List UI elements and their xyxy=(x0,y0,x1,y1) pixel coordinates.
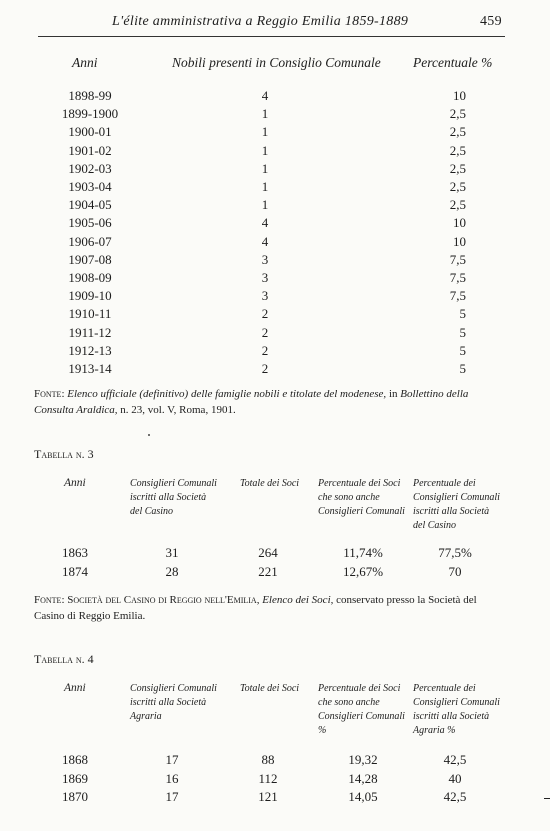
table3-header-perc-consiglieri: Percentuale dei Consiglieri Comunali iscritti alla Società del Casino xyxy=(413,478,500,531)
table1-percent-cell: 10 xyxy=(453,215,466,231)
table1-nobili-cell: 1 xyxy=(261,160,269,176)
source-society: Società del Casino di Reggio nell'Emilia, xyxy=(67,594,260,606)
table1-percent-cell: 10 xyxy=(453,233,466,249)
table1-percent-cell: 5 xyxy=(459,306,466,322)
table4-perc-soci-cell: 14,28 xyxy=(348,770,378,786)
table4-perc-consiglieri-cell: 42,5 xyxy=(443,789,467,804)
table1-nobili-cell: 1 xyxy=(261,142,269,158)
table1-percent-cell: 2,5 xyxy=(449,160,466,176)
table1-nobili-cell: 4 xyxy=(261,233,269,249)
table1-year-cell: 1904-05 xyxy=(68,197,112,213)
table1-year-cell: 1909-10 xyxy=(68,288,112,304)
table4-year-cell: 1868 xyxy=(62,752,88,767)
running-header-title: L'élite amministrativa a Reggio Emilia 1859-1889 xyxy=(112,14,409,29)
table4-header-anni: Anni xyxy=(64,682,86,694)
source-label: Fonte: xyxy=(34,594,65,606)
table1-nobili-cell: 1 xyxy=(261,106,269,122)
table1-year-cell: 1903-04 xyxy=(68,179,112,194)
table1-nobili-cell: 4 xyxy=(261,215,269,231)
table4-totale-cell: 112 xyxy=(258,770,278,786)
source-elenco: Elenco dei Soci, xyxy=(262,594,334,606)
table4-year-cell: 1870 xyxy=(62,789,88,804)
source-ref: n. 23, vol. V, Roma, 1901. xyxy=(120,404,236,416)
source-title: Elenco ufficiale (definitivo) delle famiglie nobili e titolate del modenese, xyxy=(67,388,387,400)
table1-header-percentuale: Percentuale % xyxy=(413,55,493,70)
table4-perc-soci-cell: 14,05 xyxy=(348,789,378,804)
table1-year-cell: 1912-13 xyxy=(68,342,112,358)
table1-percent-cell: 2,5 xyxy=(449,106,466,122)
table1-percent-cell: 7,5 xyxy=(449,270,466,285)
table3-totale-cell: 264 xyxy=(258,545,278,560)
table1-nobili-cell: 2 xyxy=(261,324,269,340)
table1-year-cell: 1900-01 xyxy=(68,124,112,140)
table3-header-anni: Anni xyxy=(64,477,86,489)
table1-year-cell: 1899-1900 xyxy=(61,106,119,122)
table1-nobili-cell: 4 xyxy=(261,88,269,103)
table4-consiglieri-cell: 17 xyxy=(165,752,179,767)
table1-percent-cell: 5 xyxy=(459,324,466,340)
table3-consiglieri-cell: 31 xyxy=(165,545,179,560)
table3-header-consiglieri: Consiglieri Comunali iscritti alla Società del Casino xyxy=(130,478,217,517)
page-number: 459 xyxy=(480,14,502,29)
table1-year-cell: 1911-12 xyxy=(68,324,112,340)
table1-percent-cell: 2,5 xyxy=(449,142,466,158)
page-edge-mark xyxy=(544,798,550,799)
table3-perc-consiglieri-cell: 77,5% xyxy=(438,545,472,560)
table1-nobili-cell: 1 xyxy=(261,124,269,140)
table4-year-cell: 1869 xyxy=(62,770,88,786)
table1-year-cell: 1913-14 xyxy=(68,361,112,376)
table1-year-cell: 1901-02 xyxy=(68,142,112,158)
table4-perc-consiglieri-cell: 40 xyxy=(448,770,462,786)
table3-perc-soci-cell: 12,67% xyxy=(342,564,384,579)
table4-header-consiglieri: Consiglieri Comunali iscritti alla Società Agraria xyxy=(130,683,217,722)
stray-dot xyxy=(148,434,150,436)
table1-nobili-cell: 3 xyxy=(261,288,269,304)
table1-nobili-cell: 3 xyxy=(261,251,269,267)
table1-nobili-cell: 2 xyxy=(261,342,269,358)
table1-nobili-cell: 1 xyxy=(261,179,269,194)
table1-header-nobili: Nobili presenti in Consiglio Comunale xyxy=(172,55,381,70)
table4-perc-consiglieri-cell: 42,5 xyxy=(443,752,467,767)
source-bulletin: Bollettino della Consulta Araldica, xyxy=(34,388,469,416)
table4-header-perc-soci: Percentuale dei Soci che sono anche Consiglieri Comunali % xyxy=(318,683,405,736)
table1-nobili-cell: 2 xyxy=(261,306,269,322)
table4-consiglieri-cell: 16 xyxy=(165,770,179,786)
table1-percent-cell: 5 xyxy=(459,342,466,358)
table3-header-totale: Totale dei Soci xyxy=(240,478,300,489)
table1-year-cell: 1902-03 xyxy=(68,160,112,176)
table1-year-cell: 1906-07 xyxy=(68,233,112,249)
table1-nobili-cell: 1 xyxy=(261,197,269,213)
table1-percent-cell: 10 xyxy=(453,88,466,103)
table1-year-cell: 1910-11 xyxy=(68,306,112,322)
table3-year-cell: 1874 xyxy=(62,564,88,579)
table1-percent-cell: 2,5 xyxy=(449,124,466,140)
table4-header-totale: Totale dei Soci xyxy=(240,683,300,694)
table4-title: Tabella n. 4 xyxy=(34,652,94,666)
table3-totale-cell: 221 xyxy=(258,564,278,579)
table3-year-cell: 1863 xyxy=(62,545,88,560)
table3-source xyxy=(34,592,504,624)
table1-percent-cell: 7,5 xyxy=(449,288,466,304)
table3-perc-consiglieri-cell: 70 xyxy=(448,564,462,579)
table1-percent-cell: 5 xyxy=(459,361,466,376)
table3-header-perc-soci: Percentuale dei Soci che sono anche Consiglieri Comunali xyxy=(318,478,405,517)
table1-percent-cell: 7,5 xyxy=(449,251,466,267)
table1-percent-cell: 2,5 xyxy=(449,179,466,194)
table3-consiglieri-cell: 28 xyxy=(165,564,179,579)
table4-header-perc-consiglieri: Percentuale dei Consiglieri Comunali iscritti alla Società Agraria % xyxy=(413,683,500,736)
table1-year-cell: 1908-09 xyxy=(68,270,112,285)
table1-percent-cell: 2,5 xyxy=(449,197,466,213)
table4-totale-cell: 121 xyxy=(258,789,278,804)
table4-perc-soci-cell: 19,32 xyxy=(348,752,378,767)
table1-year-cell: 1905-06 xyxy=(68,215,112,231)
table1-header-anni: Anni xyxy=(72,55,98,70)
table3-title: Tabella n. 3 xyxy=(34,447,94,461)
table4-totale-cell: 88 xyxy=(261,752,275,767)
table1-year-cell: 1898-99 xyxy=(68,88,112,103)
header-rule xyxy=(38,36,505,37)
table1-source xyxy=(34,386,504,418)
table4-consiglieri-cell: 17 xyxy=(165,789,179,804)
table1-year-cell: 1907-08 xyxy=(68,251,112,267)
table1-nobili-cell: 3 xyxy=(261,270,269,285)
source-label: Fonte: xyxy=(34,388,65,400)
source-in: in xyxy=(388,388,398,400)
table1-nobili-cell: 2 xyxy=(261,361,269,376)
source-rest: conservato presso la Società del Casino di Reggio Emilia. xyxy=(34,594,477,622)
table3-perc-soci-cell: 11,74% xyxy=(343,545,383,560)
